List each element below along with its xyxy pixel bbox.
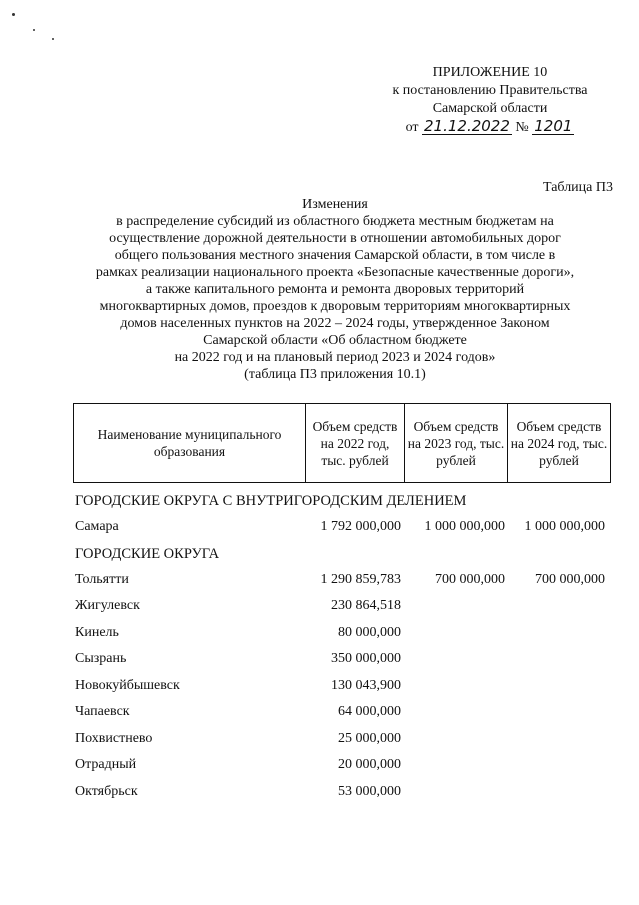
municipality-name: Чапаевск xyxy=(75,704,130,719)
date-prefix: от xyxy=(405,120,419,135)
value-2023 xyxy=(401,699,505,726)
value-2023 xyxy=(401,673,505,700)
title-line: многоквартирных домов, проездов к дворовым территориям многоквартирных xyxy=(99,299,571,314)
annex-line-3: Самарской области xyxy=(432,101,548,116)
table-row xyxy=(75,567,615,594)
annex-title: ПРИЛОЖЕНИЕ 10 xyxy=(432,65,548,80)
value-2024: 1 000 000,000 xyxy=(524,519,605,534)
municipality-name: Жигулевск xyxy=(75,598,140,613)
value-2024 xyxy=(505,673,605,700)
value-2023: 700 000,000 xyxy=(435,571,505,587)
municipality-name: Тольятти xyxy=(75,571,129,587)
title-line: а также капитального ремонта и ремонта дворовых территорий xyxy=(145,282,525,297)
value-2024: 700 000,000 xyxy=(535,571,605,587)
value-2023 xyxy=(401,752,505,779)
municipality-name: Отрадный xyxy=(75,757,137,772)
value-2022: 230 864,518 xyxy=(331,598,401,613)
table-row xyxy=(75,646,615,673)
municipality-name: Сызрань xyxy=(75,651,127,666)
title-line: Изменения xyxy=(302,197,368,212)
header-name: Наименование муниципального образования xyxy=(74,404,306,483)
number-prefix: № xyxy=(515,120,529,135)
table-body xyxy=(75,488,615,805)
title-line: (таблица П3 приложения 10.1) xyxy=(244,367,426,382)
header-row xyxy=(74,404,611,483)
title-line: осуществление дорожной деятельности в отношении автомобильных дорог xyxy=(109,231,561,246)
scan-speck xyxy=(52,38,54,40)
value-2022: 80 000,000 xyxy=(338,624,401,640)
scan-speck xyxy=(33,29,35,31)
handwritten-number: 1201 xyxy=(534,117,573,135)
value-2022: 20 000,000 xyxy=(338,757,401,772)
value-2022: 64 000,000 xyxy=(338,704,401,719)
title-line: в распределение субсидий из областного бюджета местным бюджетам на xyxy=(116,214,554,229)
value-2022: 1 290 859,783 xyxy=(320,571,401,587)
value-2023: 1 000 000,000 xyxy=(424,519,505,534)
header-2023: Объем средств на 2023 год, тыс. рублей xyxy=(405,404,508,483)
annex-line-2: к постановлению Правительства xyxy=(392,83,588,98)
title-line: рамках реализации национального проекта «Безопасные качественные дороги», xyxy=(95,265,575,280)
value-2023 xyxy=(401,620,505,647)
header-2022: Объем средств на 2022 год, тыс. рублей xyxy=(306,404,405,483)
table-row xyxy=(75,752,615,779)
scan-speck xyxy=(12,13,15,16)
section-heading: ГОРОДСКИЕ ОКРУГА С ВНУТРИГОРОДСКИМ ДЕЛЕНИЕМ xyxy=(75,493,467,509)
value-2022: 130 043,900 xyxy=(331,677,401,693)
title-line: общего пользования местного значения Самарской области, в том числе в xyxy=(114,248,556,263)
municipality-name: Октябрьск xyxy=(75,783,138,799)
value-2024 xyxy=(505,699,605,726)
value-2024 xyxy=(505,593,605,620)
table-reference: Таблица П3 xyxy=(543,180,613,195)
table-row xyxy=(75,593,615,620)
value-2023 xyxy=(401,779,505,806)
annex-block xyxy=(360,64,620,137)
document-title xyxy=(60,196,610,383)
table-row xyxy=(75,699,615,726)
value-2022: 53 000,000 xyxy=(338,783,401,799)
municipality-name: Самара xyxy=(75,519,119,534)
annex-dateline xyxy=(360,119,620,137)
table-row xyxy=(75,726,615,753)
handwritten-date: 21.12.2022 xyxy=(424,117,510,135)
value-2024 xyxy=(505,726,605,753)
value-2022: 1 792 000,000 xyxy=(320,519,401,534)
table-row xyxy=(75,514,615,541)
value-2023 xyxy=(401,726,505,753)
value-2023 xyxy=(401,593,505,620)
municipality-name: Похвистнево xyxy=(75,730,153,746)
municipality-name: Кинель xyxy=(75,624,119,640)
section-heading: ГОРОДСКИЕ ОКРУГА xyxy=(75,545,220,562)
title-line: Самарской области «Об областном бюджете xyxy=(203,333,467,348)
value-2023 xyxy=(401,646,505,673)
table-header xyxy=(73,403,611,483)
header-2024: Объем средств на 2024 год, тыс. рублей xyxy=(508,404,611,483)
value-2022: 25 000,000 xyxy=(338,730,401,746)
value-2022: 350 000,000 xyxy=(331,651,401,666)
value-2024 xyxy=(505,779,605,806)
value-2024 xyxy=(505,646,605,673)
table-row xyxy=(75,620,615,647)
value-2024 xyxy=(505,620,605,647)
title-line: домов населенных пунктов на 2022 – 2024 годы, утвержденное Законом xyxy=(120,316,550,331)
value-2024 xyxy=(505,752,605,779)
table-row xyxy=(75,779,615,806)
table-row xyxy=(75,673,615,700)
title-line: на 2022 год и на плановый период 2023 и 2024 годов» xyxy=(174,350,496,365)
municipality-name: Новокуйбышевск xyxy=(75,677,180,693)
